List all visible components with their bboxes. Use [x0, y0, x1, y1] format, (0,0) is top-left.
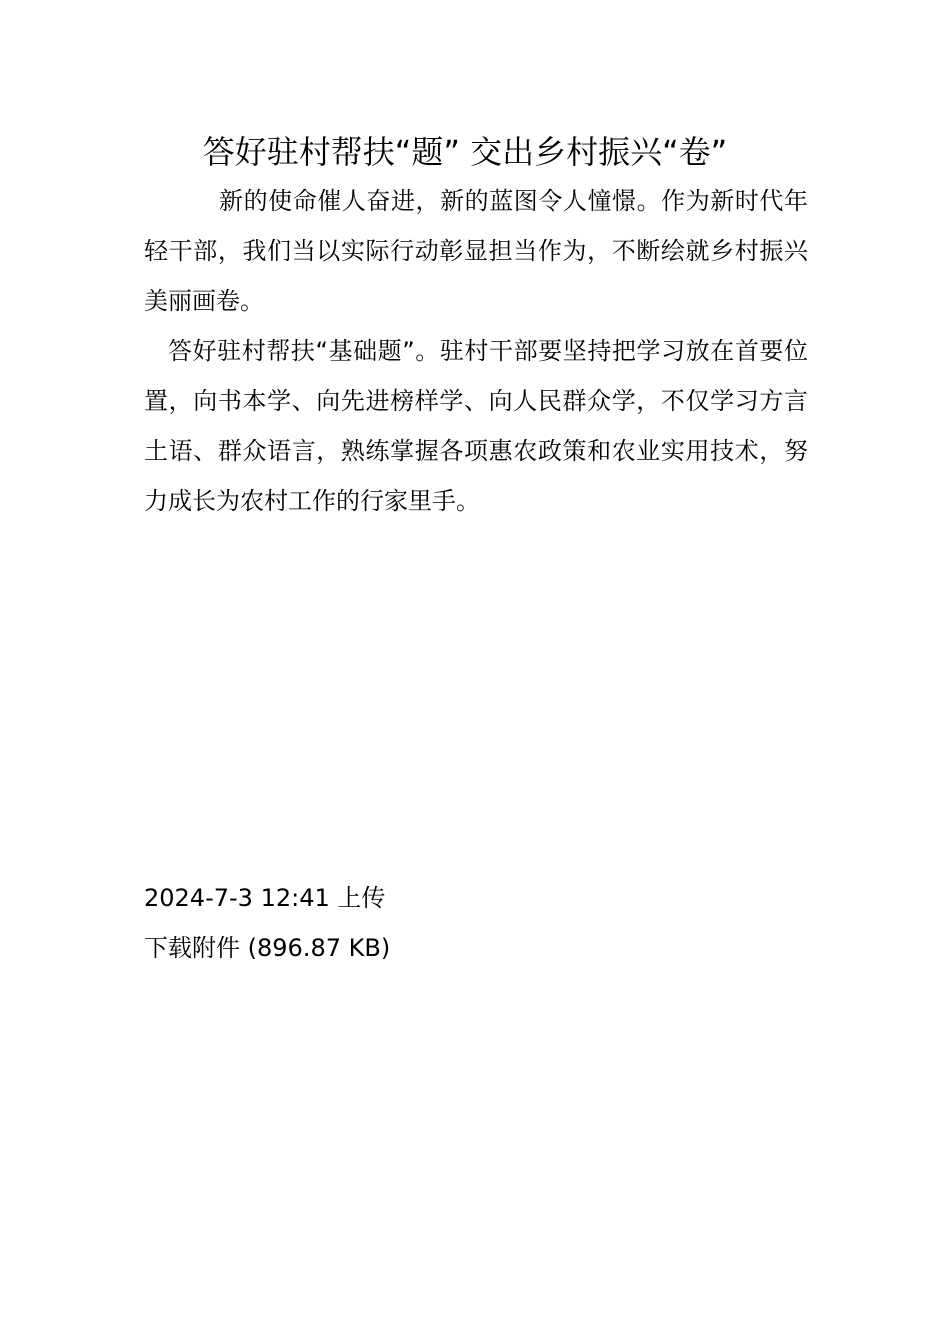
attachment-info [144, 873, 808, 973]
download-attachment-link[interactable]: 下载附件 [144, 934, 240, 962]
paragraph-intro: 新的使命催人奋进，新的蓝图令人憧憬。作为新时代年轻干部，我们当以实际行动彰显担当作为，不断绘就乡村振兴美丽画卷。 [144, 187, 808, 315]
document-body [144, 176, 808, 526]
upload-timestamp: 2024-7-3 12:41 上传 [144, 884, 386, 912]
file-size: (896.87 KB) [247, 934, 391, 962]
paragraph-basic-question: 答好驻村帮扶“基础题”。驻村干部要坚持把学习放在首要位置，向书本学、向先进榜样学、向人民群众学，不仅学习方言土语、群众语言，熟练掌握各项惠农政策和农业实用技术，努力成长为农村工作的行家里手。 [144, 337, 808, 515]
download-row [144, 923, 808, 973]
document-title: 答好驻村帮扶“题” 交出乡村振兴“卷” [202, 133, 728, 171]
